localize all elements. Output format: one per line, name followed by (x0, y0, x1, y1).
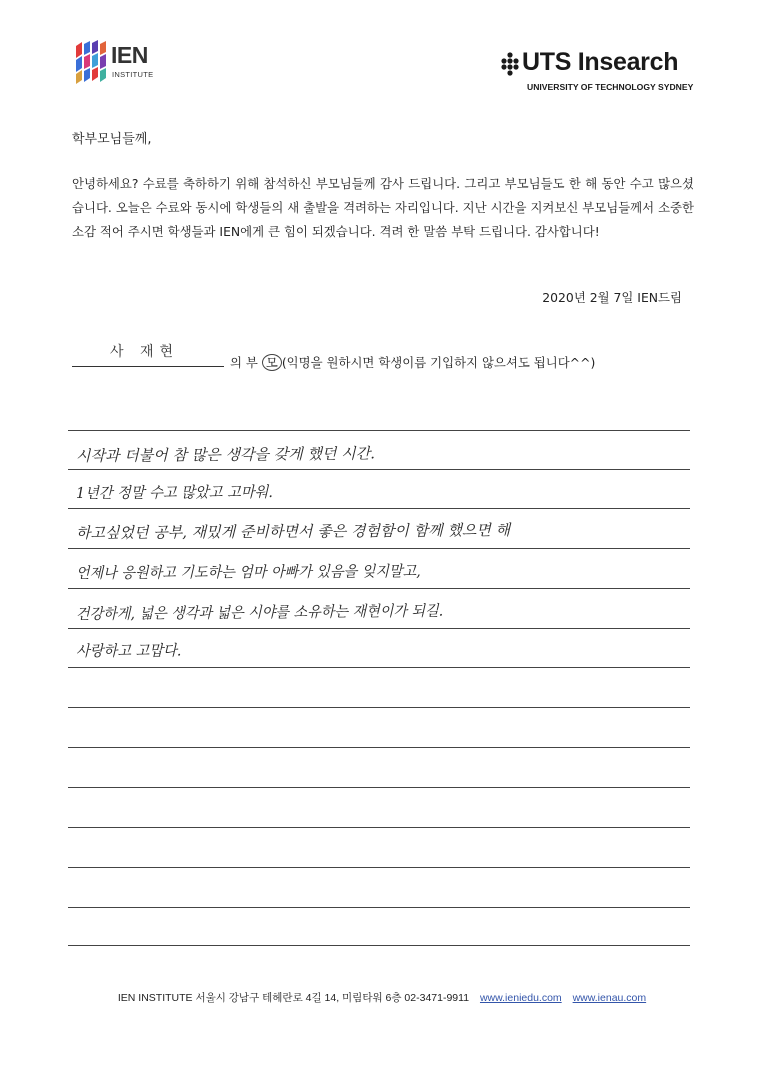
uts-emblem-icon (500, 52, 520, 78)
relation-prefix: 의 부 (230, 355, 258, 370)
student-name-row (72, 341, 764, 371)
ruled-line (68, 867, 690, 868)
handwritten-line: 건강하게, 넓은 생각과 넓은 시야를 소유하는 재현이가 되길. (75, 601, 444, 623)
anonymous-note: (익명을 원하시면 학생이름 기입하지 않으셔도 됩니다^^) (281, 355, 596, 370)
ruled-line (68, 827, 690, 828)
relation-selected-circle: 모 (262, 354, 282, 371)
ruled-line (68, 787, 690, 788)
ruled-line (68, 469, 690, 470)
handwritten-line: 1년간 정말 수고 많았고 고마워. (75, 482, 273, 502)
ruled-line (68, 548, 690, 549)
uts-logo-subtitle: UNIVERSITY OF TECHNOLOGY SYDNEY (527, 82, 694, 92)
relation-text (230, 353, 595, 371)
ruled-line (68, 945, 690, 946)
uts-insearch-logo (500, 50, 700, 96)
ien-logo-name: IEN (111, 42, 148, 68)
ruled-line (68, 907, 690, 908)
ien-institute-logo (74, 40, 164, 84)
footer (0, 990, 764, 1005)
ruled-line (68, 430, 690, 431)
ien-logo-subtitle: INSTITUTE (112, 70, 154, 79)
footer-address: IEN INSTITUTE 서울시 강남구 테헤란로 4길 14, 미림타워 6층 02-3471-9911 (117, 992, 470, 1004)
student-name-underline (72, 366, 224, 367)
handwritten-line: 사랑하고 고맙다. (75, 641, 182, 660)
handwritten-line: 하고싶었던 공부, 재밌게 준비하면서 좋은 경험함이 함께 했으면 해 (75, 520, 511, 542)
letter-greeting: 학부모님들께, (72, 132, 152, 147)
footer-link-ienau[interactable]: www.ienau.com (572, 992, 647, 1004)
letter-body: 안녕하세요? 수료를 축하하기 위해 참석하신 부모님들께 감사 드립니다. 그리고 부모님들도 한 해 동안 수고 많으셨습니다. 오늘은 수료와 동시에 학생들의 새 출발을 격려하는 자리입니다. 지난 시간을 지켜보신 부모님들께서 소중한 소감 적어 주시면 학생들과 IEN에게 큰 힘이 되겠습니다. 격려 한 말씀 부탁 드립니다. 감사합니다! (72, 176, 694, 239)
ruled-line (68, 628, 690, 629)
letter-date: 2020년 2월 7일 IEN드림 (542, 290, 682, 305)
ruled-line (68, 707, 690, 708)
footer-link-ieniedu[interactable]: www.ieniedu.com (479, 992, 562, 1004)
ruled-line (68, 588, 690, 589)
ien-mosaic-icon (74, 40, 108, 84)
ruled-line (68, 667, 690, 668)
ruled-line (68, 747, 690, 748)
uts-logo-name: UTS Insearch (522, 48, 679, 76)
handwritten-line: 언제나 응원하고 기도하는 엄마 아빠가 있음을 잊지말고, (75, 562, 421, 582)
handwritten-line: 시작과 더불어 참 많은 생각을 갖게 했던 시간. (75, 444, 376, 465)
ruled-line (68, 508, 690, 509)
student-name-handwritten: 사 재현 (110, 344, 180, 360)
